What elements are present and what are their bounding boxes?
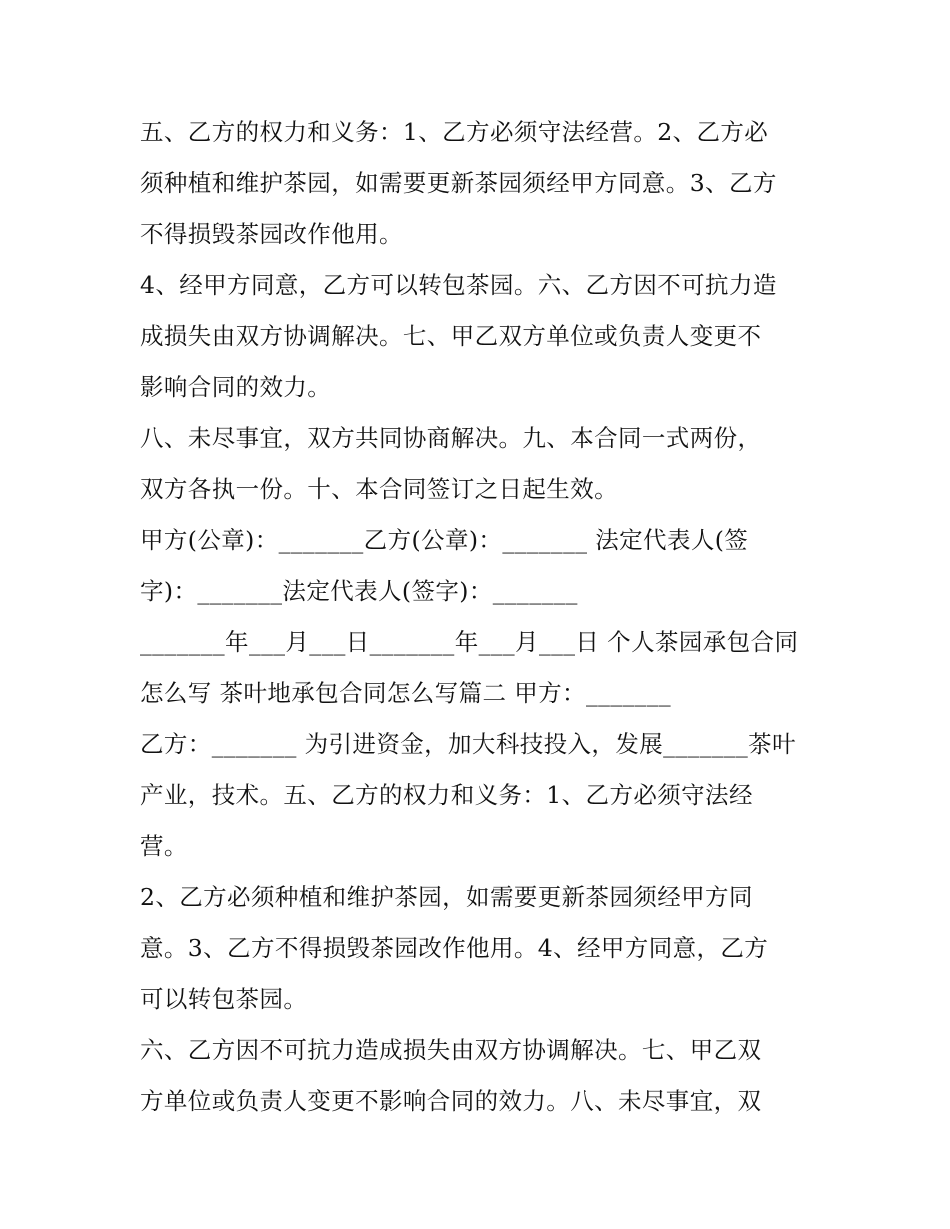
text-line: 4、经甲方同意，乙方可以转包茶园。六、乙方因不可抗力造 — [140, 271, 777, 299]
text-line: 方单位或负责人变更不影响合同的效力。八、未尽事宜，双 — [140, 1087, 762, 1115]
text-line: 不得损毁茶园改作他用。 — [140, 220, 403, 248]
date-line: _______年___月___日_______年___月___日 个人茶园承包合同 — [140, 628, 799, 656]
signature-line: 甲方(公章)：_______乙方(公章)：_______ 法定代表人(签 — [140, 526, 749, 554]
contract-text — [140, 112, 820, 1132]
text-line: 2、乙方必须种植和维护茶园，如需要更新茶园须经甲方同 — [140, 883, 753, 911]
signature-line: 字)：_______法定代表人(签字)：_______ — [140, 577, 578, 605]
text-line: 影响合同的效力。 — [140, 373, 332, 401]
text-line: 产业，技术。五、乙方的权力和义务：1、乙方必须守法经 — [140, 781, 753, 809]
text-line: 双方各执一份。十、本合同签订之日起生效。 — [140, 475, 618, 503]
text-line: 须种植和维护茶园，如需要更新茶园须经甲方同意。3、乙方 — [140, 169, 777, 197]
text-line: 六、乙方因不可抗力造成损失由双方协调解决。七、甲乙双 — [140, 1036, 762, 1064]
text-line: 怎么写 茶叶地承包合同怎么写篇二 甲方：_______ — [140, 679, 671, 707]
text-line: 成损失由双方协调解决。七、甲乙双方单位或负责人变更不 — [140, 322, 762, 350]
text-line: 意。3、乙方不得损毁茶园改作他用。4、经甲方同意，乙方 — [140, 934, 769, 962]
text-line: 八、未尽事宜，双方共同协商解决。九、本合同一式两份， — [140, 424, 762, 452]
text-line: 五、乙方的权力和义务：1、乙方必须守法经营。2、乙方必 — [140, 118, 769, 146]
text-line: 可以转包茶园。 — [140, 985, 308, 1013]
text-line: 乙方：_______ 为引进资金，加大科技投入，发展_______茶叶 — [140, 730, 796, 758]
text-line: 营。 — [140, 832, 188, 860]
